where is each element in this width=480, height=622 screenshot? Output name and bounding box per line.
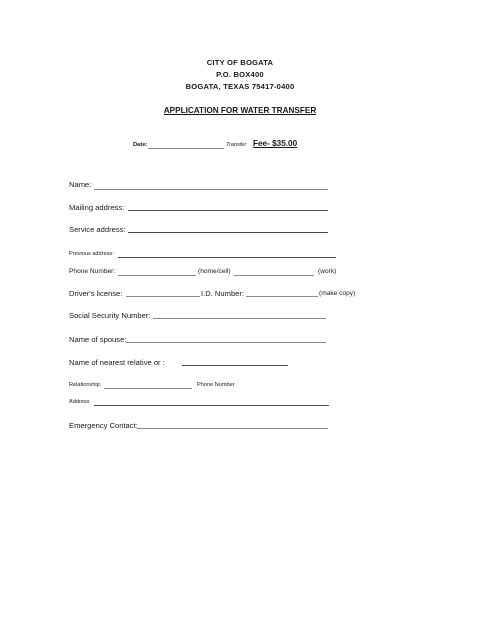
- previous-address-label: Previous address:: [69, 251, 114, 257]
- work-phone-field[interactable]: [234, 275, 314, 276]
- relationship-field[interactable]: [104, 388, 192, 389]
- fee-label: Fee- $35.00: [253, 139, 298, 148]
- spouse-field[interactable]: [126, 342, 326, 343]
- home-phone-field[interactable]: [118, 275, 196, 276]
- nearest-relative-label: Name of nearest relative or :: [69, 358, 165, 367]
- phone-number-label: Phone Number:: [69, 268, 116, 275]
- name-label: Name:: [69, 180, 92, 189]
- spouse-label: Name of spouse:: [69, 335, 127, 344]
- make-copy-label: (make copy): [319, 290, 356, 297]
- po-box: P.O. BOX400: [216, 70, 264, 79]
- drivers-license-field[interactable]: [126, 296, 200, 297]
- relative-address-field[interactable]: [94, 405, 329, 406]
- name-field[interactable]: [94, 189, 328, 190]
- drivers-license-label: Driver's license:: [69, 289, 123, 298]
- ssn-field[interactable]: [153, 318, 326, 319]
- id-number-label: I.D. Number:: [201, 289, 245, 298]
- date-field[interactable]: [148, 148, 224, 149]
- ssn-label: Social Security Number:: [69, 311, 151, 320]
- relationship-label: Relationship:: [69, 382, 102, 388]
- service-address-field[interactable]: [128, 232, 328, 233]
- mailing-address-label: Mailing address:: [69, 203, 125, 212]
- transfer-label: Transfer: [226, 142, 247, 148]
- date-label: Date:: [133, 142, 148, 148]
- previous-address-field[interactable]: [118, 257, 336, 258]
- nearest-relative-field[interactable]: [182, 365, 288, 366]
- work-label: (work): [318, 268, 337, 275]
- form-title: APPLICATION FOR WATER TRANSFER: [163, 106, 317, 115]
- home-cell-label: (home/cell): [198, 268, 231, 275]
- emergency-contact-label: Emergency Contact:: [69, 421, 138, 430]
- city-state-zip: BOGATA, TEXAS 75417-0400: [185, 82, 295, 91]
- id-number-field[interactable]: [246, 296, 318, 297]
- relative-phone-label: Phone Number: [197, 382, 235, 388]
- mailing-address-field[interactable]: [128, 210, 328, 211]
- city-name: CITY OF BOGATA: [206, 58, 274, 67]
- service-address-label: Service address:: [69, 225, 126, 234]
- relative-address-label: Address: [69, 399, 90, 405]
- emergency-contact-field[interactable]: [137, 428, 328, 429]
